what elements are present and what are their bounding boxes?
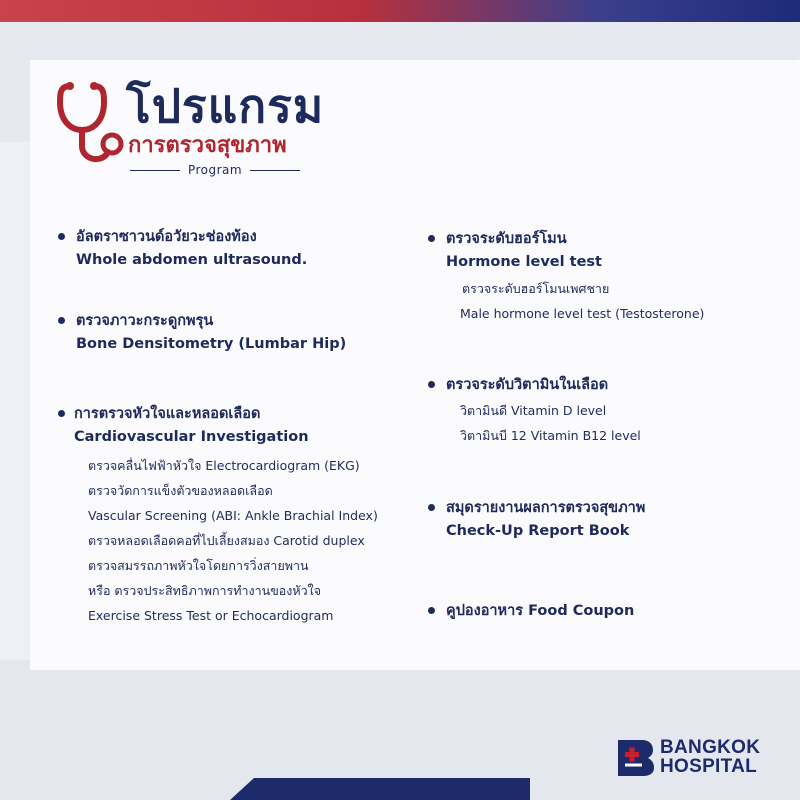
page-subtitle: การตรวจสุขภาพ [128,133,287,158]
item-title-th: สมุดรายงานผลการตรวจสุขภาพ [446,500,646,516]
sub-item: ตรวจระดับฮอร์โมนเพศชาย [462,281,610,296]
logo-line-2: HOSPITAL [660,756,758,777]
bullet-icon [58,410,65,417]
list-item-cardiovascular [74,403,378,628]
item-title-en: Bone Densitometry (Lumbar Hip) [76,336,347,352]
item-title-th: อัลตราซาวนด์อวัยวะช่องท้อง [76,229,257,245]
sub-item: วิตามินดี Vitamin D level [460,403,607,418]
program-label-row [130,162,300,178]
item-title-en: Hormone level test [446,254,602,270]
sub-list [462,276,704,326]
sub-item: ตรวจวัดการแข็งตัวของหลอดเลือด [88,483,273,498]
bullet-icon [428,504,435,511]
sub-item: วิตามินบี 12 Vitamin B12 level [460,428,641,443]
item-title-th: ตรวจระดับฮอร์โมน [446,231,567,247]
logo-text [660,738,760,776]
item-title-en: Check-Up Report Book [446,523,630,539]
item-title-en: Whole abdomen ultrasound. [76,252,308,268]
sub-item: ตรวจหลอดเลือดคอที่ไปเลี้ยงสมอง Carotid duplex [88,533,365,548]
sub-item: Vascular Screening (ABI: Ankle Brachial Index) [88,508,378,523]
list-item-report-book [446,497,645,543]
bullet-icon [428,607,435,614]
list-item-abdomen-ultrasound [76,226,307,272]
sub-item: ตรวจสมรรถภาพหัวใจโดยการวิ่งสายพาน [88,558,309,573]
divider-line [130,170,180,171]
bullet-icon [428,235,435,242]
sub-item: Exercise Stress Test or Echocardiogram [88,608,334,623]
program-label: Program [187,163,243,177]
sub-item: หรือ ตรวจประสิทธิภาพการทำงานของหัวใจ [88,583,322,598]
item-title-th: ตรวจภาวะกระดูกพรุน [76,313,214,329]
bullet-icon [428,381,435,388]
sub-item: Male hormone level test (Testosterone) [460,306,705,321]
divider-line [250,170,300,171]
stethoscope-icon [56,80,128,172]
sub-list [460,398,641,448]
bullet-icon [58,233,65,240]
item-title-th: คูปองอาหาร Food Coupon [446,603,635,619]
logo-line-1: BANGKOK [660,737,761,758]
sub-list [88,453,378,628]
sub-item: ตรวจคลื่นไฟฟ้าหัวใจ Electrocardiogram (EKG) [88,458,360,473]
page-title: โปรแกรม [126,79,325,133]
item-title-th: ตรวจระดับวิตามินในเลือด [446,377,609,393]
list-item-bone-density [76,310,346,356]
top-gradient-bar [0,0,800,22]
bangkok-hospital-logo [616,738,776,780]
item-title-en: Cardiovascular Investigation [74,429,309,445]
list-item-food-coupon [446,600,634,622]
list-item-hormone [446,228,704,326]
list-item-vitamin [446,374,641,448]
bangkok-hospital-logo-icon [616,738,656,778]
item-title-th: การตรวจหัวใจและหลอดเลือด [74,406,261,422]
bullet-icon [58,317,65,324]
bottom-navy-band [230,778,530,800]
